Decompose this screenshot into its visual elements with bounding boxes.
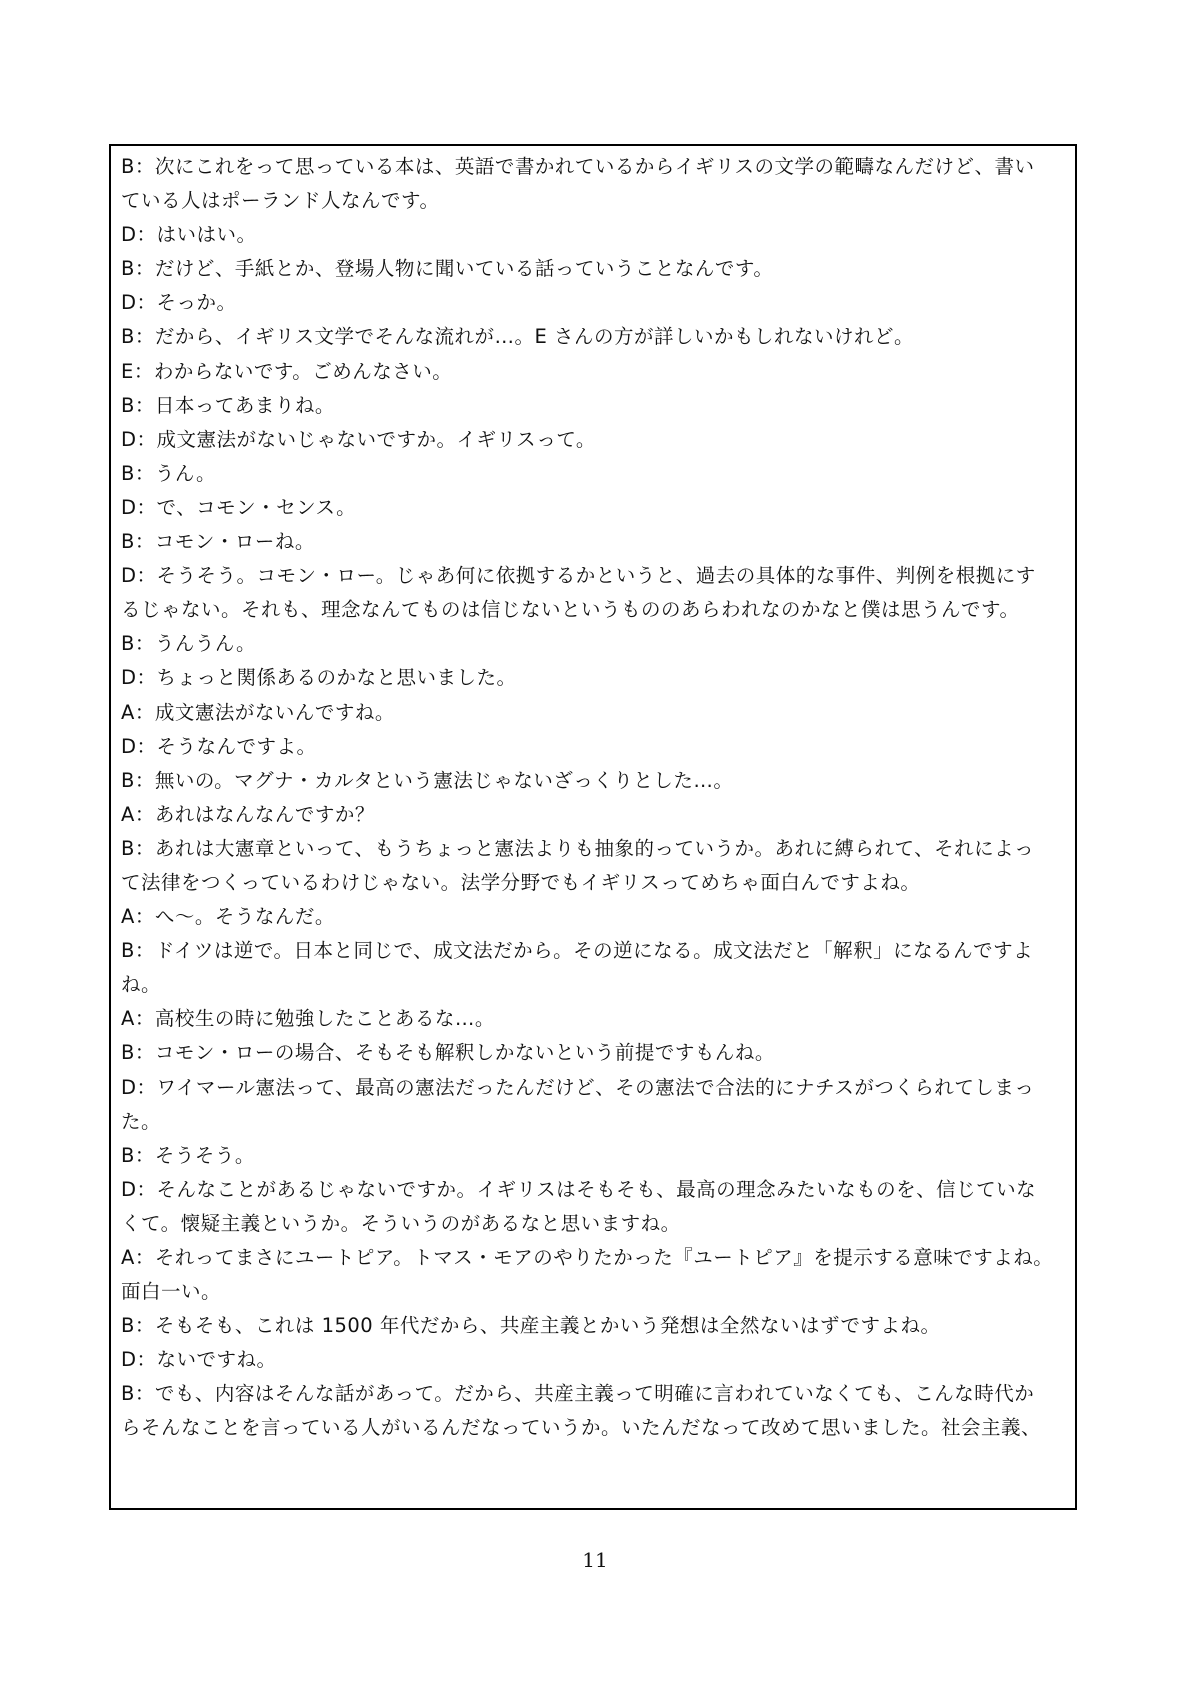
transcript-box <box>109 144 1077 1510</box>
transcript-line: B：でも、内容はそんな話があって。だから、共産主義って明確に言われていなくても、こんな時代か <box>121 1382 1035 1406</box>
transcript-line: A：成文憲法がないんですね。 <box>121 700 395 724</box>
transcript-line: D：ないですね。 <box>121 1348 277 1372</box>
transcript-line: B：次にこれをって思っている本は、英語で書かれているからイギリスの文学の範疇なんだけど、書い <box>121 155 1035 178</box>
transcript-line: らそんなことを言っている人がいるんだなっていうか。いたんだなって改めて思いました。社会主義、 <box>121 1416 1042 1440</box>
transcript-line: B：あれは大憲章といって、もうちょっと憲法よりも抽象的っていうか。あれに縛られて、それによっ <box>121 836 1035 860</box>
transcript-line: B：そもそも、これは 1500 年代だから、共産主義とかいう発想は全然ないはずですよね。 <box>121 1314 941 1338</box>
transcript-line: B：日本ってあまりね。 <box>121 393 335 417</box>
transcript-line: A：あれはなんなんですか？ <box>121 802 375 826</box>
transcript-line: A：高校生の時に勉強したことあるな…。 <box>121 1007 495 1031</box>
transcript-line: B：コモン・ローの場合、そもそも解釈しかないという前提ですもんね。 <box>121 1041 775 1065</box>
transcript-line: A：それってまさにユートピア。トマス・モアのやりたかった『ユートピア』を提示する意味ですよね。 <box>121 1246 1054 1269</box>
transcript-line: A：へ～。そうなんだ。 <box>121 905 335 929</box>
transcript-line: ね。 <box>121 973 162 997</box>
transcript-line: B：ドイツは逆で。日本と同じで、成文法だから。その逆になる。成文法だと「解釈」になるんですよ <box>121 939 1034 963</box>
transcript-line: D：成文憲法がないじゃないですか。イギリスって。 <box>121 427 596 451</box>
page-number: 11 <box>582 1548 608 1572</box>
transcript-line: D：で、コモン・センス。 <box>121 495 357 519</box>
transcript-line: B：コモン・ローね。 <box>121 530 315 554</box>
transcript-line: B：そうそう。 <box>121 1143 255 1167</box>
transcript-line: D：そうなんですよ。 <box>121 734 317 758</box>
transcript-line: た。 <box>121 1109 162 1133</box>
transcript-line: B：だから、イギリス文学でそんな流れが…。E さんの方が詳しいかもしれないけれど。 <box>121 325 915 349</box>
transcript-line: B：うん。 <box>121 461 217 485</box>
transcript-line: D：はいはい。 <box>121 223 257 247</box>
transcript-line: て法律をつくっているわけじゃない。法学分野でもイギリスってめちゃ面白んですよね。 <box>121 870 921 894</box>
transcript-line: るじゃない。それも、理念なんてものは信じないというもののあらわれなのかなと僕は思うんです。 <box>121 598 1020 622</box>
transcript-line: D：そんなことがあるじゃないですか。イギリスはそもそも、最高の理念みたいなものを、信じていな <box>121 1177 1037 1201</box>
transcript-line: B：だけど、手紙とか、登場人物に聞いている話っていうことなんです。 <box>121 257 774 281</box>
transcript-line: ている人はポーランド人なんです。 <box>121 189 440 213</box>
transcript-line: くて。懐疑主義というか。そういうのがあるなと思いますね。 <box>121 1211 681 1235</box>
transcript-line: D：ワイマール憲法って、最高の憲法だったんだけど、その憲法で合法的にナチスがつくられてしまっ <box>121 1075 1035 1099</box>
transcript-line: D：そっか。 <box>121 291 237 315</box>
transcript-line: 面白一い。 <box>121 1280 222 1304</box>
transcript-line: D：ちょっと関係あるのかなと思いました。 <box>121 666 517 690</box>
transcript-line: B：無いの。マグナ・カルタという憲法じゃないざっくりとした…。 <box>121 768 734 792</box>
transcript-line: B：うんうん。 <box>121 632 257 656</box>
transcript-line: D：そうそう。コモン・ロー。じゃあ何に依拠するかというと、過去の具体的な事件、判例を根拠にす <box>121 564 1036 588</box>
transcript-line: E：わからないです。ごめんなさい。 <box>121 359 453 383</box>
